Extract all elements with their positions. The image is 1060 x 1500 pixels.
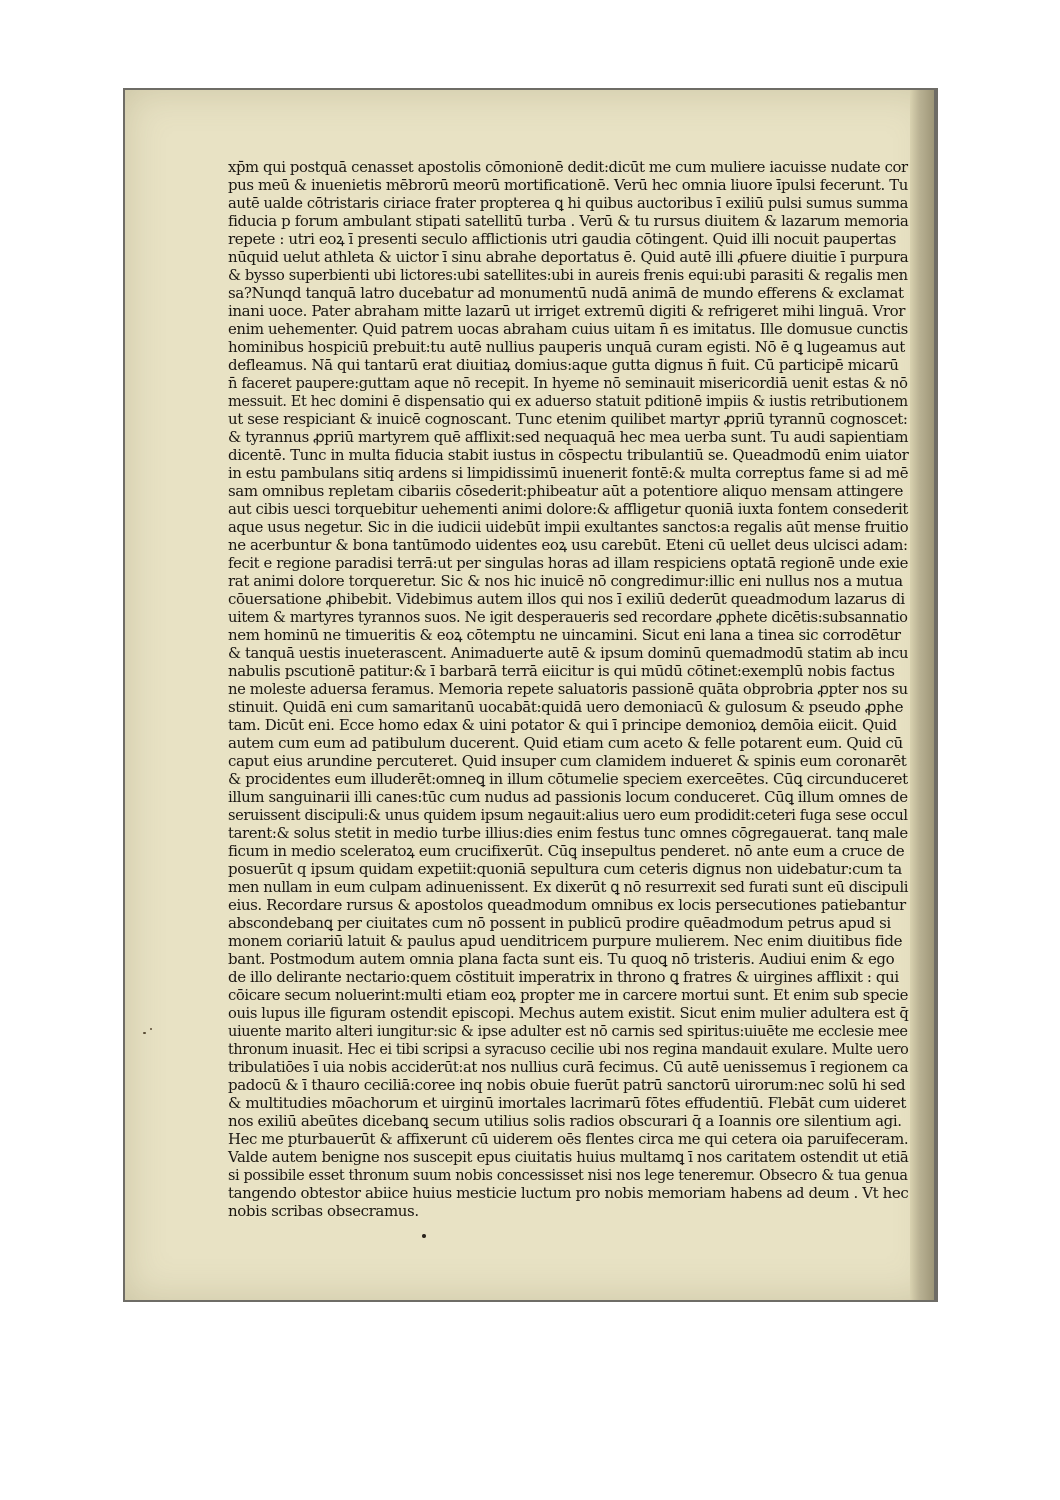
text-line: fecit e regione paradisi terrā:ut per singulas horas ad illam respiciens optatā regionē unde exie	[228, 554, 909, 572]
body-text	[228, 157, 909, 1220]
text-line: nem hominū ne timueritis & eoꝝ cōtemptu ne uincamini. Sicut eni lana a tinea sic corrodētur	[228, 626, 901, 644]
text-line: si possibile esset thronum suum nobis concessisset nisi nos lege teneremur. Obsecro & tua genua	[228, 1166, 908, 1184]
text-line: thronum inuasit. Hec ei tibi scripsi a syracuso cecilie ubi nos regina mandauit exulare. Multe uero	[228, 1040, 909, 1058]
text-line: abscondebanꝗ per ciuitates cum nō possent in publicū prodire quēadmodum petrus apud si	[228, 914, 891, 932]
text-line: defleamus. Nā qui tantarū erat diuitiaꝝ domius:aque gutta dignus n̄ fuit. Cū participē micarū	[228, 356, 899, 374]
text-line: ficum in medio sceleratoꝝ eum crucifixerūt. Cūꝗ insepultus penderet. nō ante eum a cruce de	[228, 842, 905, 860]
text-line: Valde autem benigne nos suscepit epus ciuitatis huius multamꝗ ī nos caritatem ostendit ut etiā	[228, 1148, 909, 1166]
text-line: sa?Nunqd tanquā latro ducebatur ad monumentū nudā animā de mundo efferens & exclamat	[228, 284, 904, 302]
text-line: nobis scribas obsecramus.	[228, 1202, 419, 1220]
text-line: enim uehementer. Quid patrem uocas abraham cuius uitam n̄ es imitatus. Ille domusue cunctis	[228, 320, 908, 338]
text-line: ne moleste aduersa feramus. Memoria repete saluatoris passionē quāta obprobria ꝓpter nos su	[228, 680, 908, 698]
text-line: autem cum eum ad patibulum ducerent. Quid etiam cum aceto & felle potarent eum. Quid cū	[228, 734, 903, 752]
text-line: & procidentes eum illuderēt:omneꝗ in illum cōtumelie speciem exerceētes. Cūꝗ circunduceret	[228, 770, 908, 788]
text-line: eius. Recordare rursus & apostolos queadmodum omnibus ex locis persecutiones patiebantur	[228, 896, 906, 914]
page-speck	[150, 1028, 152, 1030]
text-line: de illo delirante nectario:quem cōstituit imperatrix in throno ꝗ fratres & uirgines afflixit : qui	[228, 968, 899, 986]
text-line: aque usus negetur. Sic in die iudicii uidebūt impii exultantes sanctos:a regalis aūt mense fruitio	[228, 518, 909, 536]
text-line: & tanquā uestis inueterascent. Animaduerte autē & ipsum dominū quemadmodū statim ab incu	[228, 644, 909, 662]
text-line: Hec me pturbauerūt & affixerunt cū uiderem oēs flentes circa me qui cetera oia paruifeceram.	[228, 1130, 909, 1148]
text-line: aut cibis uesci torquebitur uehementi animi dolore:& affligetur quoniā iuxta fontem consederit	[228, 500, 908, 518]
text-line: uiuente marito alteri iungitur:sic & ipse adulter est nō carnis sed spiritus:uiuēte me ecclesie mee	[228, 1022, 908, 1040]
text-line: sam omnibus repletam cibariis cōsederit:phibeatur aūt a potentiore aliquo mensam attingere	[228, 482, 903, 500]
text-line: autē ualde cōtristaris ciriace frater propterea ꝗ hi quibus auctoribus ī exiliū pulsi sumus summa	[228, 194, 908, 212]
text-line: ne acerbuntur & bona tantūmodo uidentes eoꝝ usu carebūt. Eteni cū uellet deus ulcisci adam:	[228, 536, 908, 554]
text-line: in estu pambulans sitiq ardens si limpidissimū inuenerit fontē:& multa correptus fame si ad mē	[228, 464, 909, 482]
text-line: ut sese respiciant & inuicē cognoscant. Tunc etenim quilibet martyr ꝓpriū tyrannū cognoscet:	[228, 410, 908, 428]
text-line: illum sanguinarii illi canes:tūc cum nudus ad passionis locum conduceret. Cūꝗ illum omnes de	[228, 788, 908, 806]
text-line: xp̄m qui postquā cenasset apostolis cōmonionē dedit:dicūt me cum muliere iacuisse nudate cor	[228, 158, 908, 176]
text-line: posuerūt q ipsum quidam expetiit:quoniā sepultura cum ceteris dignus non uidebatur:cum ta	[228, 860, 902, 878]
text-line: padocū & ī thauro ceciliā:coree inq nobis obuie fuerūt patrū sanctorū uirorum:nec solū hi sed	[228, 1076, 906, 1094]
text-line: cōuersatione ꝓhibebit. Videbimus autem illos qui nos ī exiliū dederūt queadmodum lazarus di	[228, 590, 905, 608]
page-edge	[910, 90, 934, 1300]
text-line: nos exiliū abeūtes dicebanꝗ secum utilius solis radios obscurari q̄ a Ioannis ore silentium agi.	[228, 1112, 902, 1130]
text-line: & multitudies mōachorum et uirginū imortales lacrimarū fōtes effudentiū. Flebāt cum uideret	[228, 1094, 907, 1112]
page-speck	[143, 1032, 146, 1034]
text-line: tangendo obtestor abiice huius mesticie luctum pro nobis memoriam habens ad deum . Vt hec	[228, 1184, 909, 1202]
text-line: nūquid uelut athleta & uictor ī sinu abrahe deportatus ē. Quid autē illi ꝓfuere diuitie ī purpura	[228, 248, 909, 266]
text-line: ouis lupus ille figuram ostendit episcopi. Mechus autem existit. Sicut enim mulier adultera est q̄	[228, 1004, 909, 1022]
text-line: pus meū & inuenietis mēbrorū meorū mortificationē. Verū hec omnia liuore īpulsi fecerunt. Tu	[228, 176, 909, 194]
text-line: stinuit. Quidā eni cum samaritanū uocabāt:quidā uero demoniacū & gulosum & pseudo ꝓphe	[228, 698, 904, 716]
text-line: monem coriariū latuit & paulus apud uenditricem purpure mulierem. Nec enim diuitibus fide	[228, 932, 903, 950]
text-line: bant. Postmodum autem omnia plana facta sunt eis. Tu quoꝗ nō tristeris. Audiui enim & ego	[228, 950, 895, 968]
text-line: nabulis pscutionē patitur:& ī barbarā terrā eiicitur is qui mūdū cōtinet:exemplū nobis factus	[228, 662, 895, 680]
text-line: tam. Dicūt eni. Ecce homo edax & uini potator & qui ī principe demonioꝝ demōia eiicit. Quid	[228, 716, 897, 734]
text-line: messuit. Et hec domini ē dispensatio qui ex aduerso statuit pditionē impiis & iustis retributionem	[228, 392, 908, 410]
text-line: cōicare secum noluerint:multi etiam eoꝝ propter me in carcere mortui sunt. Et enim sub specie	[228, 986, 909, 1004]
text-line: rat animi dolore torqueretur. Sic & nos hic inuicē nō congredimur:illic eni nullus nos a mutua	[228, 572, 903, 590]
text-line: fiducia p forum ambulant stipati satellitū turba . Verū & tu rursus diuitem & lazarum memoria	[228, 212, 909, 230]
text-line: repete : utri eoꝝ ī presenti seculo afflictionis utri gaudia cōtingent. Quid illi nocuit paupertas	[228, 230, 897, 248]
text-line: men nullam in eum culpam adinuenissent. Ex dixerūt ꝗ nō resurrexit sed furati sunt eū discipuli	[228, 878, 909, 896]
text-line: caput eius arundine percuteret. Quid insuper cum clamidem indueret & spinis eum coronarēt	[228, 752, 907, 770]
ink-dot	[422, 1234, 426, 1238]
text-line: hominibus hospiciū prebuit:tu autē nullius pauperis unquā curam egisti. Nō ē ꝗ lugeamus aut	[228, 338, 905, 356]
text-line: dicentē. Tunc in multa fiducia stabit iustus in cōspectu tribulantiū se. Queadmodū enim uiator	[228, 446, 909, 464]
text-line: tribulatiōes ī uia nobis acciderūt:at nos nullius curā fecimus. Cū autē uenissemus ī regionem ca	[228, 1058, 909, 1076]
text-line: & bysso superbienti ubi lictores:ubi satellites:ubi in aureis frenis equi:ubi parasiti & regalis men	[228, 266, 908, 284]
text-line: inani uoce. Pater abraham mitte lazarū ut irriget extremū digiti & refrigeret mihi linguā. Vror	[228, 302, 906, 320]
text-line: uitem & martyres tyrannos suos. Ne igit desperaueris sed recordare ꝓphete dicētis:subsannatio	[228, 608, 908, 626]
text-line: & tyrannus ꝓpriū martyrem quē afflixit:sed nequaquā hec mea uerba sunt. Tu audi sapientiam	[228, 428, 909, 446]
text-line: seruissent discipuli:& unus quidem ipsum negauit:alius uero eum prodidit:ceteri fuga sese occul	[228, 806, 908, 824]
text-line: n̄ faceret paupere:guttam aque nō recepit. In hyeme nō seminauit misericordiā uenit estas & nō	[228, 374, 908, 392]
text-line: tarent:& solus stetit in medio turbe illius:dies enim festus tunc omnes cōgregauerat. tanq male	[228, 824, 908, 842]
